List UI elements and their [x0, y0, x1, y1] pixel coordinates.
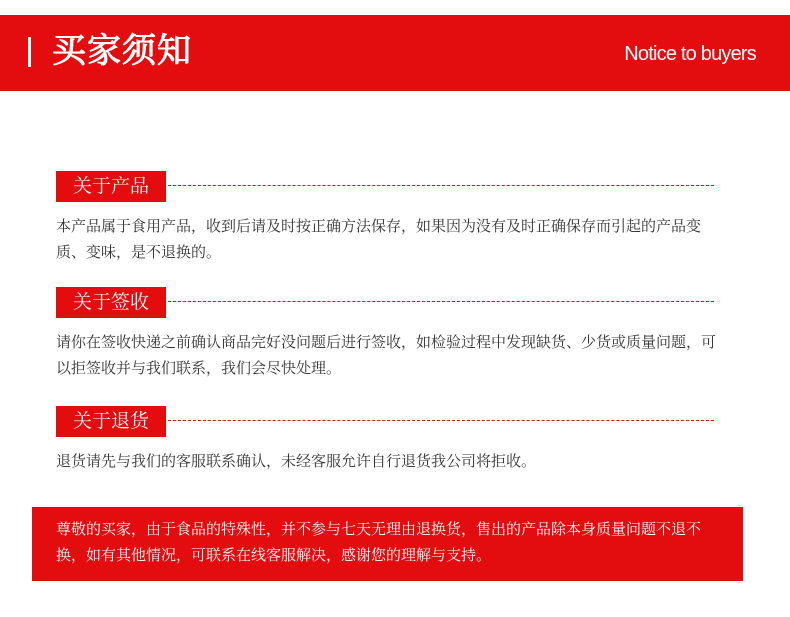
page-subtitle: Notice to buyers	[624, 43, 756, 65]
section-divider	[168, 301, 714, 302]
header-banner	[0, 15, 790, 91]
section-tag-product: 关于产品	[56, 171, 166, 202]
section-body-product: 本产品属于食用产品，收到后请及时按正确方法保存，如果因为没有及时正确保存而引起的产品变质、变味，是不退换的。	[56, 217, 702, 261]
header-accent-bar	[28, 37, 31, 67]
section-tag-signing: 关于签收	[56, 287, 166, 318]
section-tag-returns: 关于退货	[56, 406, 166, 437]
notice-text: 尊敬的买家，由于食品的特殊性，并不参与七天无理由退换货，售出的产品除本身质量问题不退不换，如有其他情况，可联系在线客服解决，感谢您的理解与支持。	[56, 520, 702, 564]
section-body-returns: 退货请先与我们的客服联系确认，未经客服允许自行退货我公司将拒收。	[56, 452, 537, 470]
page-title: 买家须知	[52, 31, 192, 71]
section-divider	[168, 420, 714, 421]
notice-banner	[32, 507, 743, 581]
section-divider	[168, 185, 714, 186]
section-body-signing: 请你在签收快递之前确认商品完好没问题后进行签收，如检验过程中发现缺货、少货或质量问题，可以拒签收并与我们联系，我们会尽快处理。	[56, 333, 717, 377]
